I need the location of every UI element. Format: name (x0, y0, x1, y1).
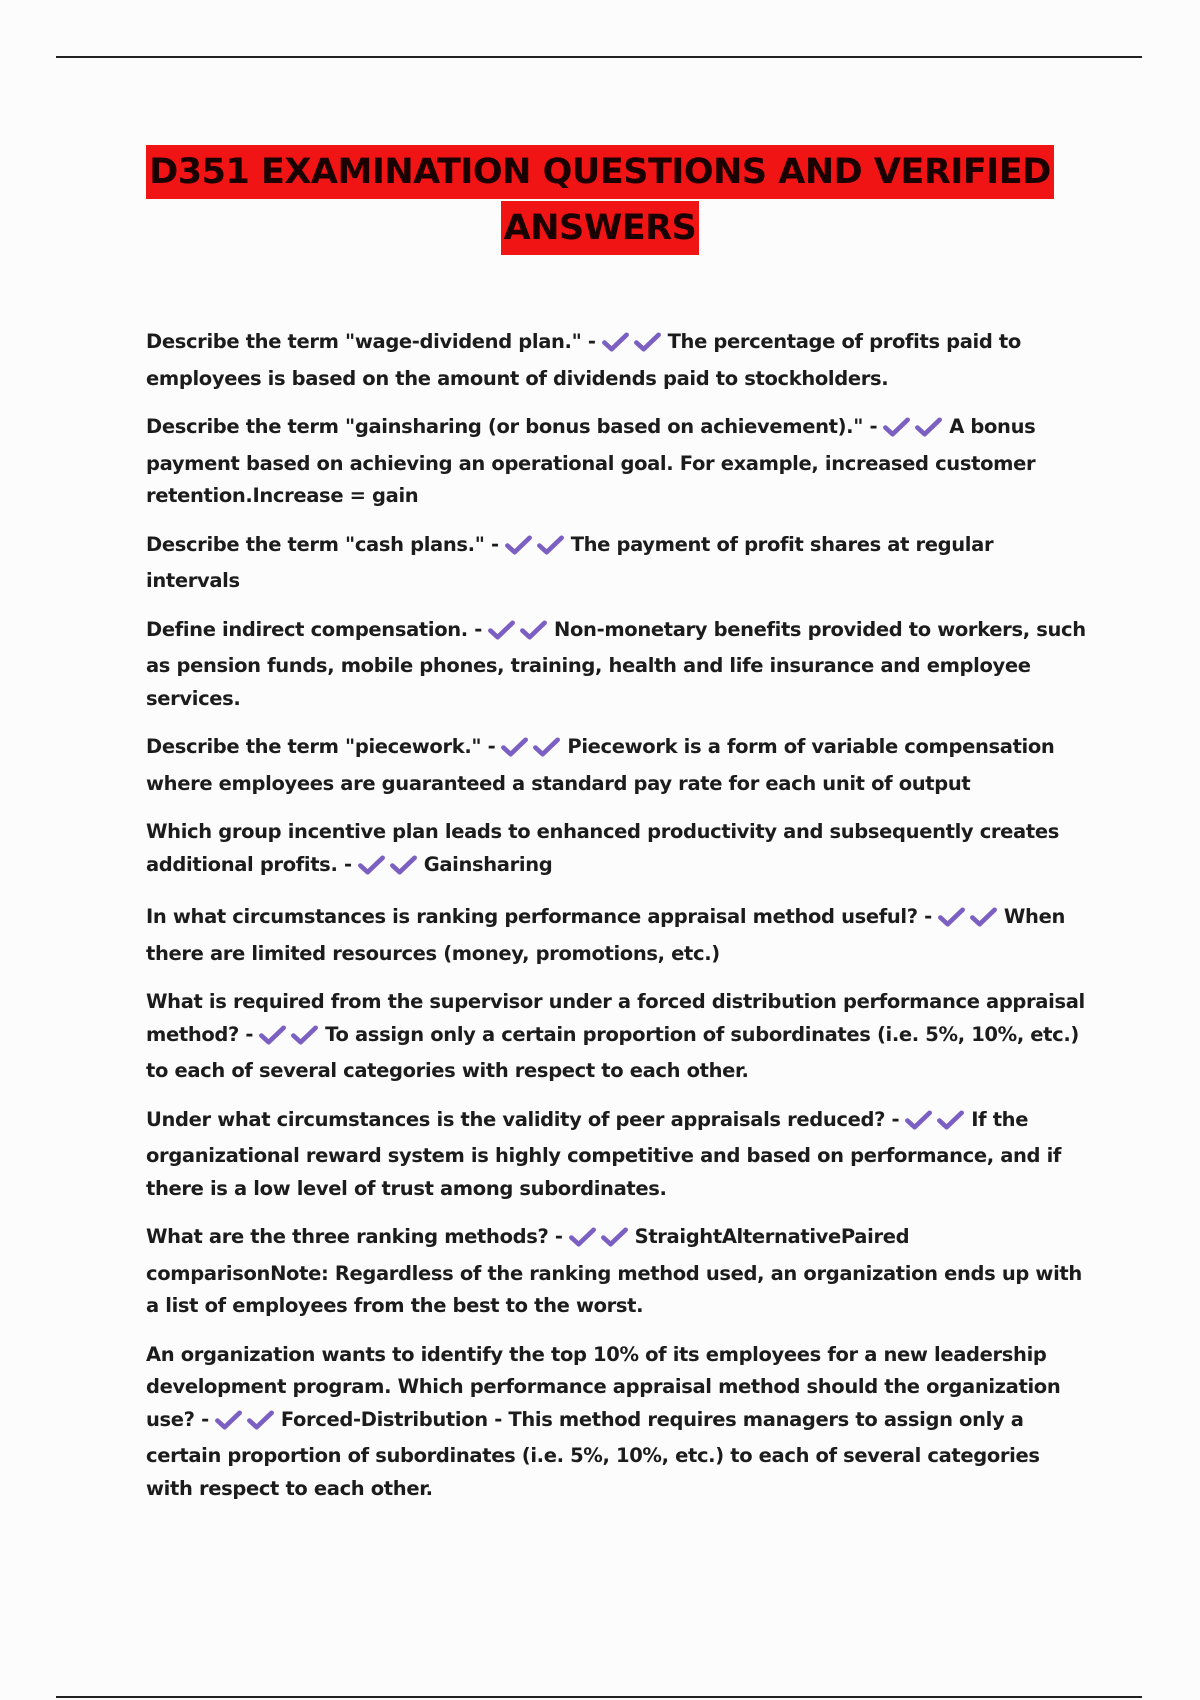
double-check-icon (883, 415, 947, 448)
qa-item (146, 326, 1092, 395)
question-text: Which group incentive plan leads to enhanced productivity and subsequently creates additional profits. - (146, 820, 1059, 876)
double-check-icon (259, 1023, 323, 1056)
qa-item (146, 411, 1092, 513)
double-check-icon (215, 1408, 279, 1441)
answer-text: Non-monetary benefits provided to workers, such as pension funds, mobile phones, training, health and life insurance and employee services. (146, 617, 1086, 710)
answer-text: If the organizational reward system is highly competitive and based on performance, and if there is a low level of trust among subordinates. (146, 1107, 1062, 1200)
double-check-icon (569, 1225, 633, 1258)
answer-text: Piecework is a form of variable compensation where employees are guaranteed a standard pay rate for each unit of output (146, 735, 1055, 795)
double-check-icon (358, 853, 422, 886)
bottom-rule (56, 1696, 1142, 1698)
question-text: Under what circumstances is the validity of peer appraisals reduced? - (146, 1107, 900, 1131)
question-text: Describe the term "gainsharing (or bonus based on achievement)." - (146, 415, 878, 438)
double-check-icon (505, 533, 569, 566)
qa-item (146, 816, 1092, 885)
title-line-1: D351 EXAMINATION QUESTIONS AND VERIFIED (146, 145, 1054, 199)
qa-item (146, 1221, 1092, 1323)
document-title (0, 144, 1200, 256)
answer-text: A bonus payment based on achieving an operational goal. For example, increased customer retention.Increase = gain (146, 415, 1036, 507)
question-text: What is required from the supervisor under a forced distribution performance appraisal method? - (146, 990, 1085, 1046)
answer-text: The payment of profit shares at regular intervals (146, 532, 994, 592)
qa-item (146, 1339, 1092, 1506)
double-check-icon (905, 1108, 969, 1141)
double-check-icon (602, 330, 666, 363)
question-text: Describe the term "cash plans." - (146, 532, 499, 556)
qa-item (146, 529, 1092, 598)
qa-item (146, 614, 1092, 716)
title-line-2: ANSWERS (501, 201, 700, 255)
double-check-icon (501, 735, 565, 768)
question-text: What are the three ranking methods? - (146, 1225, 563, 1248)
answer-text: When there are limited resources (money, promotions, etc.) (146, 905, 1065, 965)
qa-list (146, 326, 1092, 1521)
answer-text: Gainsharing (423, 852, 553, 876)
double-check-icon (488, 618, 552, 651)
question-text: In what circumstances is ranking performance appraisal method useful? - (146, 905, 932, 928)
top-rule (56, 56, 1142, 58)
answer-text: Forced-Distribution - This method requires managers to assign only a certain proportion of subordinates (i.e. 5%, 10%, etc.) to each of several categories with respect to each other. (146, 1407, 1040, 1500)
answer-text: The percentage of profits paid to employees is based on the amount of dividends paid to stockholders. (146, 330, 1021, 390)
qa-item (146, 731, 1092, 800)
answer-text: StraightAlternativePaired comparisonNote: Regardless of the ranking method used, an organization ends up with a list of employees from the best to the worst. (146, 1225, 1082, 1317)
answer-text: To assign only a certain proportion of subordinates (i.e. 5%, 10%, etc.) to each of several categories with respect to each other. (146, 1022, 1079, 1082)
double-check-icon (938, 905, 1002, 938)
qa-item (146, 986, 1092, 1088)
question-text: An organization wants to identify the top 10% of its employees for a new leadership development program. Which performance appraisal method should the organization use? - (146, 1342, 1061, 1431)
qa-item (146, 1104, 1092, 1206)
question-text: Describe the term "piecework." - (146, 735, 496, 758)
qa-item (146, 901, 1092, 970)
question-text: Define indirect compensation. - (146, 617, 483, 641)
question-text: Describe the term "wage-dividend plan." - (146, 330, 596, 353)
